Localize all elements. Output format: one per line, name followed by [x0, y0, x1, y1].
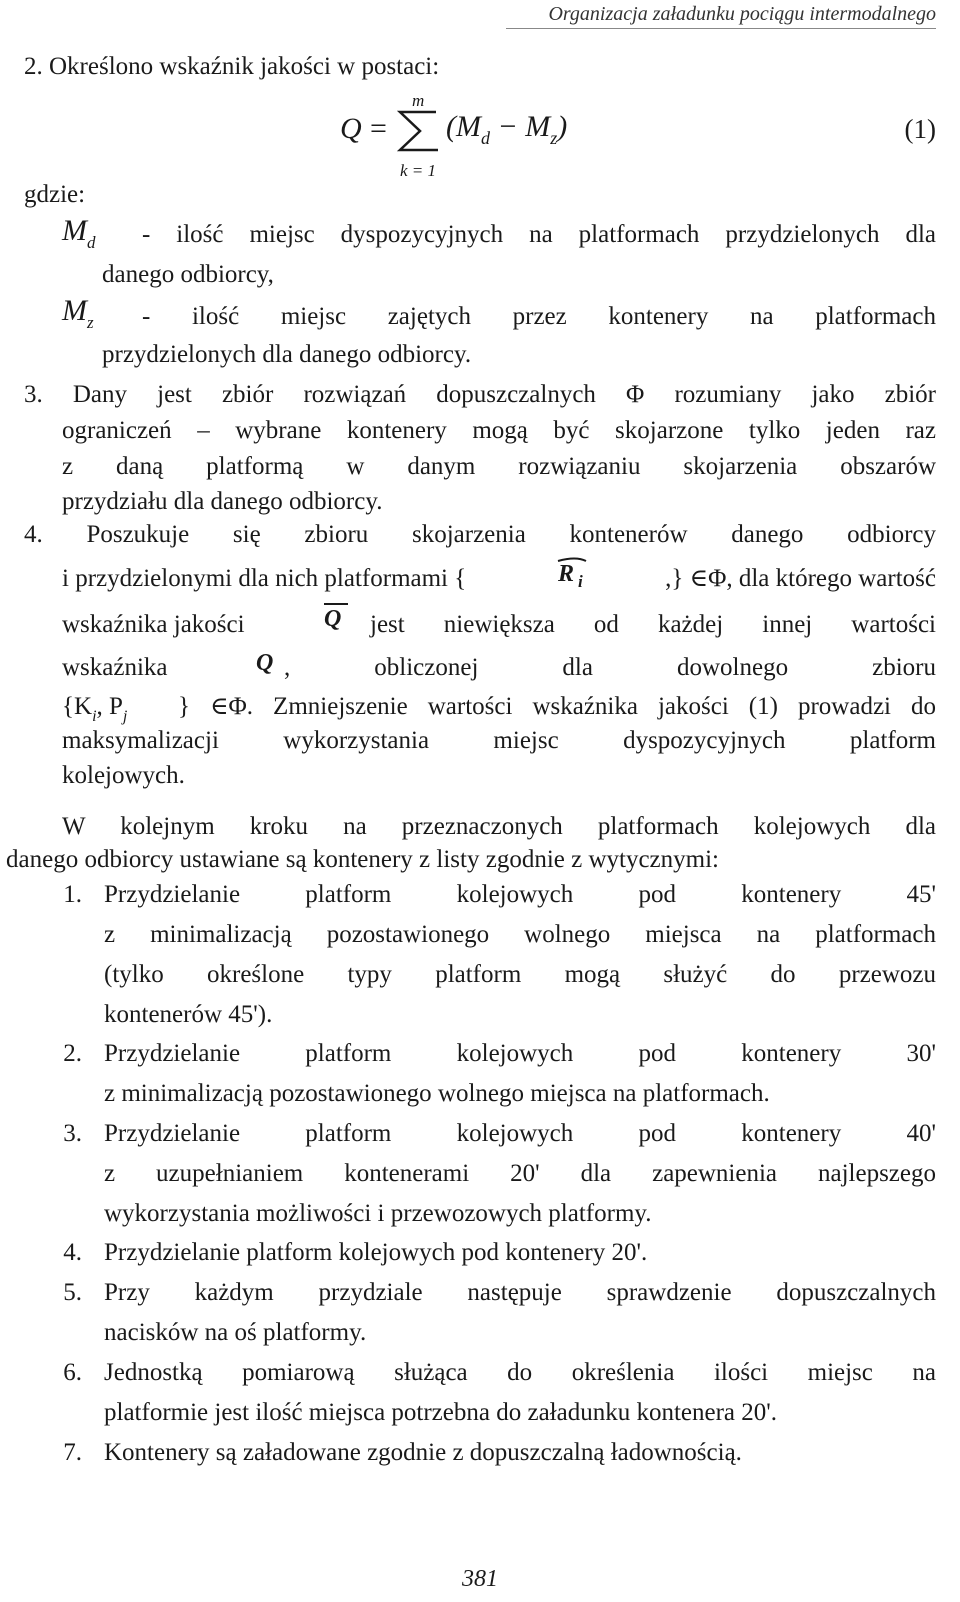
item4-line3a: wskaźnika jakości [62, 611, 245, 638]
item3-line4: przydziału dla danego odbiorcy. [62, 488, 383, 515]
guideline-number: 2. [63, 1040, 82, 1067]
eq-q: Q [340, 112, 362, 145]
r-i-symbol-image: R i [556, 555, 592, 591]
where-label: gdzie: [24, 181, 86, 208]
running-title: Organizacja załadunku pociągu intermodalnego [548, 3, 936, 25]
item3-line2: ograniczeń – wybrane kontenery mogą być skojarzone tylko jeden raz [62, 417, 936, 444]
item4-line4b: , obliczonej dla dowolnego zbioru [284, 654, 936, 681]
item3-line3: z daną platformą w danym rozwiązaniu skojarzenia obszarów [62, 453, 936, 480]
guideline-line: Przy każdym przydziale następuje sprawdzenie dopuszczalnych [104, 1279, 936, 1306]
guideline-line: kontenerów 45'). [104, 1001, 273, 1028]
guideline-line: nacisków na oś platformy. [104, 1319, 367, 1346]
guideline-line: Kontenery są załadowane zgodnie z dopuszczalną ładownością. [104, 1439, 742, 1466]
guideline-line: wykorzystania możliwości i przewozowych platformy. [104, 1200, 652, 1227]
item3-line1: 3. Dany jest zbiór rozwiązań dopuszczalnych Φ rozumiany jako zbiór [24, 381, 936, 408]
equation-1 [340, 88, 640, 188]
md-desc-line2: danego odbiorcy, [102, 261, 274, 288]
mz-symbol: $M_z$ [62, 294, 94, 332]
guideline-line: z minimalizacją pozostawionego wolnego miejsca na platformach. [104, 1080, 770, 1107]
para-line1: W kolejnym kroku na przeznaczonych platformach kolejowych dla [62, 813, 936, 840]
para-line2: danego odbiorcy ustawiane są kontenery z listy zgodnie z wytycznymi: [6, 846, 719, 873]
eq-body: $(M_d - M_z)$ [446, 110, 568, 148]
sum-sign-icon [396, 108, 442, 154]
mz-desc-line1: - ilość miejsc zajętych przez kontenery na platformach [142, 303, 936, 330]
item4-line5-set: {$K_i$, $P_j$ [62, 693, 128, 725]
guideline-line: z minimalizacją pozostawionego wolnego miejsca na platformach [104, 921, 936, 948]
item4-line3b: jest niewiększa od każdej innej wartości [370, 611, 936, 638]
page-number: 381 [462, 1566, 498, 1592]
guideline-line: Jednostką pomiarową służąca do określenia ilości miejsc na [104, 1359, 936, 1386]
q-symbol-image-2: Q [256, 650, 274, 676]
header-rule [506, 28, 936, 29]
equation-number: (1) [904, 114, 936, 144]
item4-line6: maksymalizacji wykorzystania miejsc dyspozycyjnych platform [62, 727, 936, 754]
guideline-line: Przydzielanie platform kolejowych pod kontenery 40' [104, 1120, 936, 1147]
guideline-number: 4. [63, 1239, 82, 1266]
eq-sum-lower: k = 1 [400, 161, 437, 180]
item4-line2a: i przydzielonymi dla nich platformami { [62, 565, 467, 592]
guideline-line: Przydzielanie platform kolejowych pod kontenery 20'. [104, 1239, 648, 1266]
guideline-number: 6. [63, 1359, 82, 1386]
guideline-number: 5. [63, 1279, 82, 1306]
guideline-line: (tylko określone typy platform mogą służyć do przewozu [104, 961, 936, 988]
guideline-line: Przydzielanie platform kolejowych pod kontenery 30' [104, 1040, 936, 1067]
md-symbol: $M_d$ [62, 214, 96, 252]
guideline-line: z uzupełnianiem kontenerami 20' dla zapewnienia najlepszego [104, 1160, 936, 1187]
item2-lead: 2. Określono wskaźnik jakości w postaci: [24, 53, 440, 80]
mz-desc-line2: przydzielonych dla danego odbiorcy. [102, 341, 472, 368]
item4-line4a: wskaźnika [62, 654, 168, 681]
guideline-number: 7. [63, 1439, 82, 1466]
q-symbol-image-1: Q [322, 600, 352, 636]
eq-sum-upper: m [412, 91, 425, 110]
guideline-line: platformie jest ilość miejsca potrzebna do załadunku kontenera 20'. [104, 1399, 778, 1426]
guideline-number: 1. [63, 881, 82, 908]
guideline-line: Przydzielanie platform kolejowych pod kontenery 45' [104, 881, 936, 908]
item4-line1: 4. Poszukuje się zbioru skojarzenia kontenerów danego odbiorcy [24, 521, 936, 548]
item4-line7: kolejowych. [62, 762, 185, 789]
md-desc-line1: - ilość miejsc dyspozycyjnych na platformach przydzielonych dla [142, 221, 936, 248]
item4-line2b: ,} ∈Φ, dla którego wartość [665, 565, 936, 592]
eq-equals: = [370, 112, 387, 145]
guideline-number: 3. [63, 1120, 82, 1147]
